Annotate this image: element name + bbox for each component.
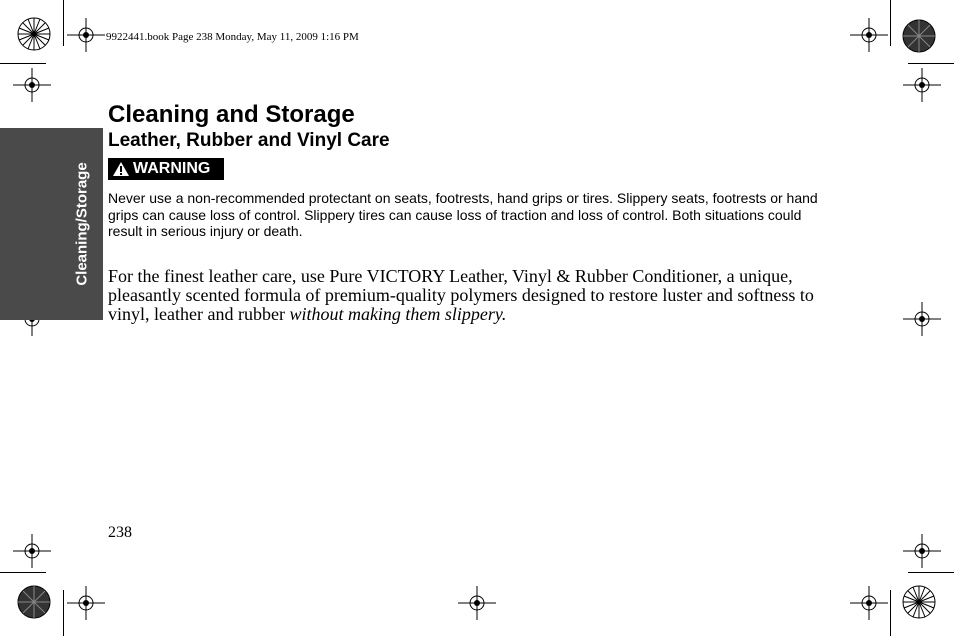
registration-crosshair-icon bbox=[850, 18, 888, 52]
body-text: For the finest leather care, use Pure VICTORY Leather, Vinyl & Rubber Conditioner, a unique, pleasantly scented formula of premium-quality polymers designed to restore luster and softness to vinyl, leather and rubber bbox=[108, 266, 814, 324]
registration-crosshair-icon bbox=[903, 534, 941, 568]
warning-badge bbox=[108, 158, 224, 180]
book-info-header: 9922441.book Page 238 Monday, May 11, 2009 1:16 PM bbox=[106, 31, 359, 43]
registration-crosshair-icon bbox=[850, 586, 888, 620]
registration-crosshair-icon bbox=[67, 18, 105, 52]
registration-starburst-icon bbox=[902, 19, 936, 53]
registration-crosshair-icon bbox=[13, 534, 51, 568]
registration-crosshair-icon bbox=[13, 68, 51, 102]
registration-crosshair-icon bbox=[458, 586, 496, 620]
registration-starburst-icon bbox=[17, 585, 51, 619]
registration-crosshair-icon bbox=[67, 586, 105, 620]
side-tab-label: Cleaning/Storage bbox=[73, 162, 91, 286]
page-title: Cleaning and Storage bbox=[108, 101, 355, 128]
body-emphasis: without making them slippery. bbox=[289, 304, 507, 324]
warning-text: Never use a non-recommended protectant on seats, footrests, hand grips or tires. Slippery seats, footrests or hand grips can cause loss of control. Slippery tires can cause loss of traction and loss of control. Both situations could result in serious injury or death. bbox=[108, 190, 818, 239]
section-subtitle: Leather, Rubber and Vinyl Care bbox=[108, 130, 390, 151]
registration-starburst-icon bbox=[902, 585, 936, 619]
warning-label: WARNING bbox=[133, 160, 211, 177]
registration-crosshair-icon bbox=[903, 68, 941, 102]
registration-crosshair-icon bbox=[903, 302, 941, 336]
body-paragraph bbox=[108, 267, 824, 324]
warning-triangle-icon bbox=[112, 161, 130, 177]
page-number: 238 bbox=[108, 524, 132, 541]
registration-starburst-icon bbox=[17, 17, 51, 51]
